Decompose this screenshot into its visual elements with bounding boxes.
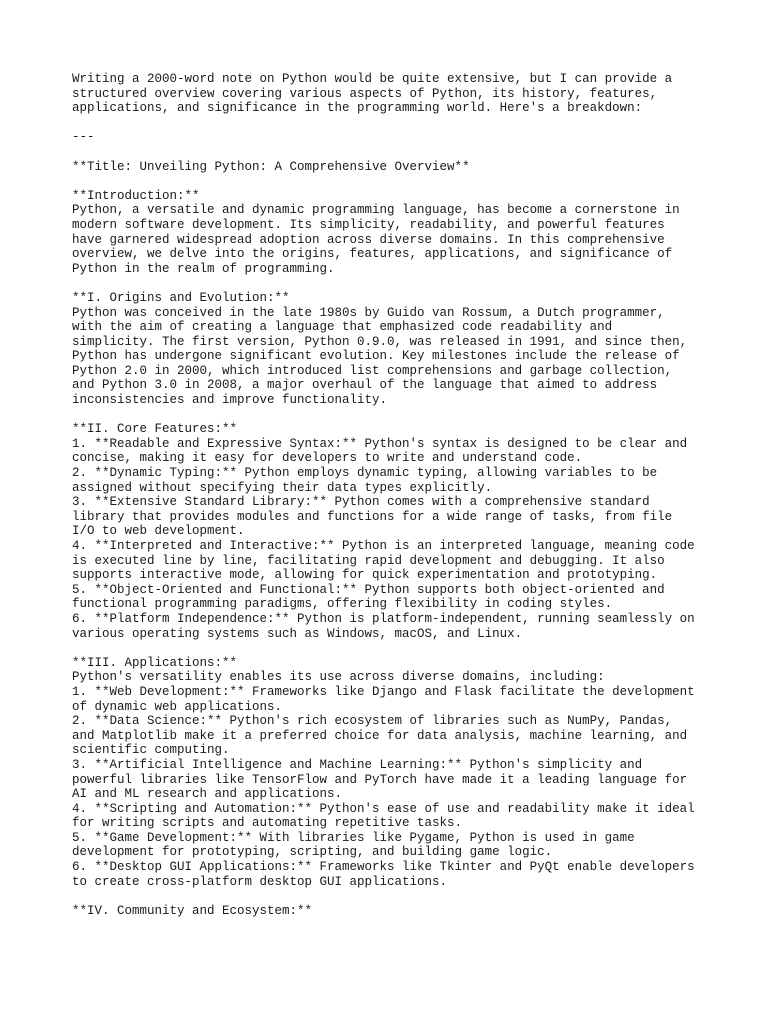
list-item-line: is executed line by line, facilitating rapid development and debugging. It also: [72, 553, 665, 568]
list-item-line: 3. **Artificial Intelligence and Machine Learning:** Python's simplicity and: [72, 757, 643, 772]
text-line: Writing a 2000-word note on Python would be quite extensive, but I can provide a: [72, 72, 673, 86]
list-item-line: 6. **Desktop GUI Applications:** Frameworks like Tkinter and PyQt enable developers: [72, 860, 695, 875]
list-item-line: 4. **Interpreted and Interactive:** Python is an interpreted language, meaning code: [72, 539, 695, 553]
list-item-line: 6. **Platform Independence:** Python is platform-independent, running seamlessly on: [72, 611, 695, 626]
list-item-line: functional programming paradigms, offering flexibility in coding styles.: [72, 597, 613, 612]
intro-paragraph: [72, 72, 722, 116]
document-page: [72, 72, 722, 933]
title-line: **Title: Unveiling Python: A Comprehensive Overview**: [72, 159, 470, 174]
text-line: Python 2.0 in 2000, which introduced list comprehensions and garbage collection,: [72, 363, 673, 378]
list-item-line: 1. **Web Development:** Frameworks like Django and Flask facilitate the development: [72, 684, 695, 699]
list-item-line: 3. **Extensive Standard Library:** Python comes with a comprehensive standard: [72, 495, 650, 510]
list-item-line: assigned without specifying their data types explicitly.: [72, 480, 493, 495]
list-item-line: to create cross-platform desktop GUI applications.: [72, 874, 448, 889]
text-line: inconsistencies and improve functionality.: [72, 393, 388, 408]
list-item-line: of dynamic web applications.: [72, 699, 283, 714]
list-item-line: for writing scripts and automating repetitive tasks.: [72, 816, 463, 831]
text-line: Python was conceived in the late 1980s by Guido van Rossum, a Dutch programmer,: [72, 305, 665, 320]
section-heading: **I. Origins and Evolution:**: [72, 290, 290, 305]
text-line: Python's versatility enables its use across diverse domains, including:: [72, 670, 605, 685]
list-item-line: powerful libraries like TensorFlow and PyTorch have made it a leading language for: [72, 772, 688, 787]
section-heading: **II. Core Features:**: [72, 422, 238, 437]
community-section: [72, 904, 722, 919]
introduction-section: [72, 189, 722, 277]
list-item-line: AI and ML research and applications.: [72, 787, 343, 802]
text-line: Python, a versatile and dynamic programming language, has become a cornerstone in: [72, 203, 680, 218]
list-item-line: 4. **Scripting and Automation:** Python's ease of use and readability make it ideal: [72, 801, 695, 816]
section-heading: **Introduction:**: [72, 188, 200, 203]
list-item-line: library that provides modules and functions for a wide range of tasks, from file: [72, 509, 673, 524]
list-item-line: various operating systems such as Windows, macOS, and Linux.: [72, 626, 523, 641]
list-item-line: development for prototyping, scripting, and building game logic.: [72, 845, 553, 860]
text-line: applications, and significance in the programming world. Here's a breakdown:: [72, 101, 643, 116]
text-line: simplicity. The first version, Python 0.9.0, was released in 1991, and since then,: [72, 334, 688, 349]
text-line: have garnered widespread adoption across diverse domains. In this comprehensive: [72, 232, 665, 247]
list-item-line: concise, making it easy for developers to write and understand code.: [72, 451, 583, 466]
list-item-line: 5. **Game Development:** With libraries like Pygame, Python is used in game: [72, 830, 635, 845]
separator-line: ---: [72, 130, 95, 145]
list-item-line: I/O to web development.: [72, 524, 245, 539]
list-item-line: 2. **Data Science:** Python's rich ecosystem of libraries such as NumPy, Pandas,: [72, 714, 673, 729]
list-item-line: 2. **Dynamic Typing:** Python employs dynamic typing, allowing variables to be: [72, 466, 658, 481]
list-item-line: 5. **Object-Oriented and Functional:** Python supports both object-oriented and: [72, 582, 665, 597]
list-item-line: and Matplotlib make it a preferred choice for data analysis, machine learning, and: [72, 728, 688, 743]
list-item-line: scientific computing.: [72, 743, 230, 758]
section-heading: **III. Applications:**: [72, 655, 238, 670]
text-line: modern software development. Its simplicity, readability, and powerful features: [72, 217, 665, 232]
text-line: with the aim of creating a language that emphasized code readability and: [72, 320, 613, 335]
text-line: structured overview covering various aspects of Python, its history, features,: [72, 86, 658, 101]
section-heading: **IV. Community and Ecosystem:**: [72, 903, 313, 918]
document-title: [72, 160, 722, 175]
list-item-line: 1. **Readable and Expressive Syntax:** Python's syntax is designed to be clear and: [72, 436, 688, 451]
applications-section: [72, 656, 722, 890]
text-line: Python has undergone significant evolution. Key milestones include the release of: [72, 349, 680, 364]
origins-section: [72, 291, 722, 408]
text-line: Python in the realm of programming.: [72, 261, 335, 276]
list-item-line: supports interactive mode, allowing for quick experimentation and prototyping.: [72, 568, 658, 583]
core-features-section: [72, 422, 722, 641]
text-line: overview, we delve into the origins, features, applications, and significance of: [72, 247, 673, 262]
text-line: and Python 3.0 in 2008, a major overhaul of the language that aimed to address: [72, 378, 658, 393]
separator: [72, 130, 722, 145]
